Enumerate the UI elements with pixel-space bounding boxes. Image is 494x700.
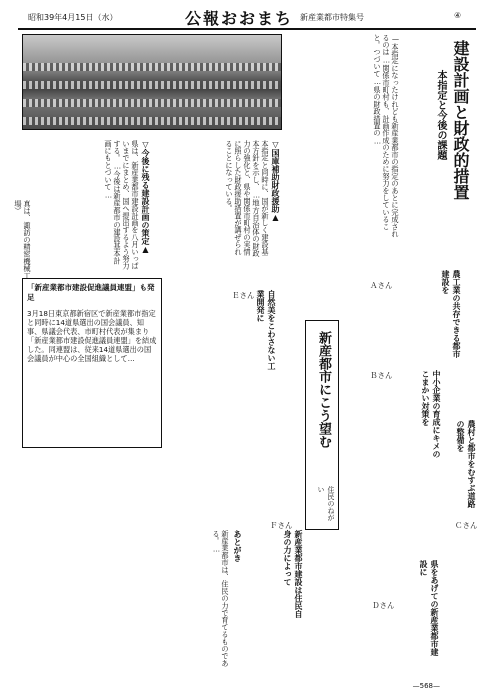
speaker-label: Ｂさん (370, 371, 393, 380)
intro-article: —本指定になったけれども新産業都市の指定のあとに完成されるのは…関係市町村も、計画作成のために努力をしていること。つづいて…県の財政措置の… (373, 34, 400, 238)
newspaper-title: 公報おおまち (185, 9, 294, 28)
sidebar-heading: 「新産業都市建設促進議員連盟」も発足 (27, 283, 155, 302)
speaker-label: Ｃさん (455, 521, 478, 530)
topic-heading: 新産業都市建設は住民自身の力によって (283, 530, 303, 618)
future-body: 県は、新産業都市建設計画を八月いっぱいまでにまとめ、国へ提出するよう努力する。…今後は新産都市の建設基本計画にもとづいて… (104, 140, 140, 270)
sidebar-box (22, 278, 162, 448)
header-date: 昭和39年4月15日（水） (28, 13, 118, 22)
topic-heading: 農村と都市をむすぶ道路の整備を (456, 420, 476, 508)
sidebar-body: 3月18日東京都新宿区で新産業都市指定と同時に14道県選出の国会議員、知事、県議会代表、市町村代表が集まり「新産業都市建設促進議員連盟」を結成した。同連盟は、従来14道県選出の国会議員が中心の全国組織として… (27, 309, 157, 363)
topic-heading: 県をあげての新産業都市建設に (419, 560, 439, 656)
photo-caption: 真は、諏訪の精密機械工場） (14, 200, 32, 280)
finance-heading: ▽国庫補助財政援助▲ (271, 140, 280, 222)
topic-heading: 自然美をこわさない工業開発に (256, 290, 276, 370)
main-headline: 建設計画と財政的措置 (451, 40, 470, 200)
roundtable-title-box (305, 320, 339, 530)
main-subheadline: 本指定と今後の課題 (435, 70, 446, 160)
future-heading: ▽今後に残る建設計画の策定▲ (141, 140, 150, 254)
roundtable-title: 新産都市にこう望む (316, 331, 331, 448)
footer-page-number: —568— (412, 682, 440, 690)
afterword-body: 新産業都市は、住民の力で育てるものである。… (212, 530, 230, 667)
topic-heading: 農工業の共存できる都市建設を (441, 270, 461, 358)
finance-body: 本指定と同時に、国が新しく建設基本方針を示し、…地方自治体の財政力の強化と、県や関係市町村の実情に照らした財政援助措置が講ぜられることになっている。 (225, 140, 270, 257)
page-number-badge: ④ (454, 11, 462, 20)
topic-heading: 中小企業の育成にキメのこまかい対策を (421, 370, 441, 458)
afterword-heading: あとがき (233, 530, 242, 562)
speaker-label: Ｅさん (232, 291, 255, 300)
speaker-label: Ｆさん (270, 521, 293, 530)
roundtable-subtitle: 住民のねがい (317, 486, 335, 521)
speaker-label: Ｄさん (372, 601, 395, 610)
issue-subtitle: 新産業都市特集号 (300, 13, 364, 22)
header-divider (18, 28, 476, 30)
speaker-label: Ａさん (370, 281, 393, 290)
factory-photo (22, 34, 282, 130)
